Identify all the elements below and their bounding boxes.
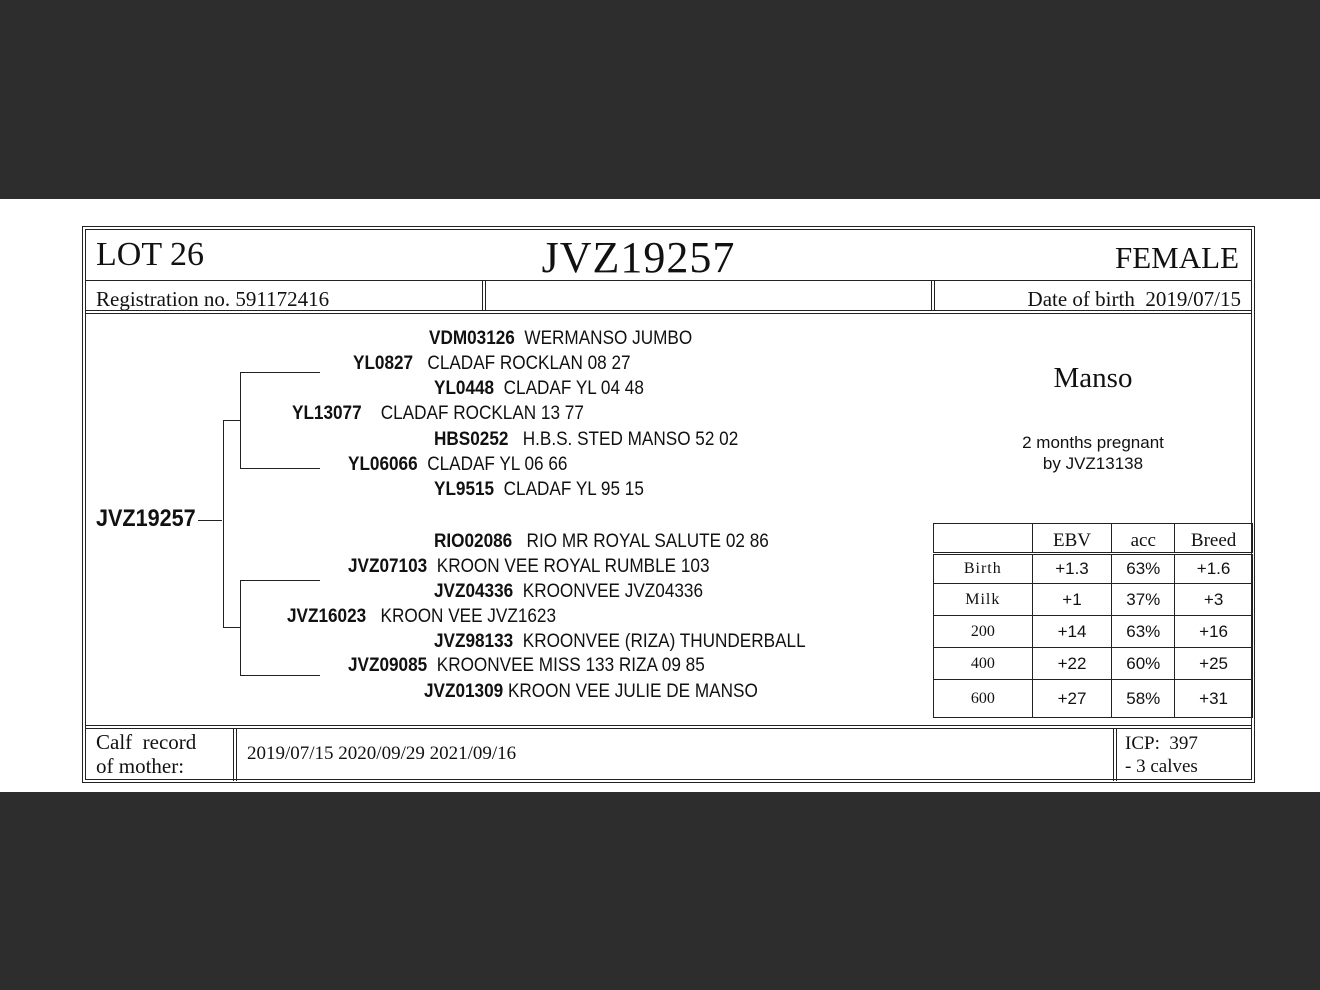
registration-number: 591172416 (235, 287, 330, 311)
tree-sire-dam-line (240, 468, 320, 469)
ebv-breed: +31 (1175, 680, 1253, 718)
tree-dam-dam-line (240, 675, 320, 676)
tree-root-connector (198, 520, 222, 521)
ebv-row-milk (934, 584, 1253, 616)
ebv-trait: Milk (934, 584, 1033, 616)
calf-divider-2 (1113, 728, 1114, 781)
ebv-breed: +25 (1175, 648, 1253, 680)
reg-divider-2b (934, 280, 935, 310)
reg-divider-2 (931, 280, 932, 310)
ebv-row-200 (934, 616, 1253, 648)
pregnancy-line-1: 2 months pregnant (1022, 433, 1164, 452)
pedigree-dam-sire: JVZ07103 KROON VEE ROYAL RUMBLE 103 (348, 555, 710, 577)
ebv-acc: 58% (1112, 680, 1175, 718)
registration-field (96, 287, 329, 312)
ebv-value: +22 (1032, 648, 1112, 680)
ebv-breed: +3 (1175, 584, 1253, 616)
ebv-header-breed: Breed (1175, 524, 1253, 554)
tree-root-vertical (223, 420, 224, 627)
ebv-table (933, 523, 1253, 718)
pregnancy-line-2: by JVZ13138 (1042, 454, 1144, 473)
ebv-value: +14 (1032, 616, 1112, 648)
calf-record-label: Calf record of mother: (96, 730, 197, 778)
animal-id-title (86, 232, 1251, 283)
dob-label: Date of birth (1027, 287, 1135, 311)
ebv-value: +1.3 (1032, 554, 1112, 584)
lot-card (82, 226, 1255, 783)
animal-id-text: JVZ19257 (541, 233, 736, 282)
tree-sire-stub (223, 420, 240, 421)
tree-dam-sire-line (240, 580, 320, 581)
ebv-acc: 63% (1112, 554, 1175, 584)
pedigree-sire-sire: YL0827 CLADAF ROCKLAN 08 27 (353, 352, 631, 374)
sex-label: FEMALE (1115, 240, 1239, 275)
lot-number: LOT 26 (96, 236, 204, 273)
ebv-trait: Birth (934, 554, 1033, 584)
registration-label: Registration no. (96, 287, 231, 311)
pedigree-sire-dam: YL06066 CLADAF YL 06 66 (348, 453, 568, 475)
calf-divider-2b (1116, 728, 1117, 781)
pedigree-sire-sire-dam: YL0448 CLADAF YL 04 48 (434, 377, 644, 399)
ebv-trait: 200 (934, 616, 1033, 648)
pedigree-animal: JVZ19257 (96, 505, 196, 532)
pedigree-dam-dam-dam: JVZ01309 KROON VEE JULIE DE MANSO (424, 680, 758, 702)
pedigree-sire-dam-sire: HBS0252 H.B.S. STED MANSO 52 02 (434, 428, 739, 450)
ebv-acc: 60% (1112, 648, 1175, 680)
calf-divider-top-b (86, 728, 1251, 729)
calf-divider-1 (233, 728, 234, 781)
ebv-breed: +1.6 (1175, 554, 1253, 584)
calf-record-dates: 2019/07/15 2020/09/29 2021/09/16 (247, 743, 517, 764)
reg-divider-bottom (86, 310, 1251, 311)
ebv-trait: 400 (934, 648, 1033, 680)
ebv-row-birth (934, 554, 1253, 584)
reg-divider-1b (485, 280, 486, 310)
lot-card-inner (85, 229, 1252, 780)
header-divider (86, 280, 1251, 281)
reg-divider-1 (482, 280, 483, 310)
ebv-header-ebv: EBV (1032, 524, 1112, 554)
pedigree-dam-dam: JVZ09085 KROONVEE MISS 133 RIZA 09 85 (348, 654, 705, 676)
ebv-header-acc: acc (1112, 524, 1175, 554)
pedigree-dam-sire-dam: JVZ04336 KROONVEE JVZ04336 (434, 580, 704, 602)
reg-divider-bottom-b (86, 313, 1251, 314)
pedigree-dam-dam-sire: JVZ98133 KROONVEE (RIZA) THUNDERBALL (434, 630, 806, 652)
tree-dam-vertical (240, 580, 241, 675)
ebv-trait: 600 (934, 680, 1033, 718)
ebv-row-400 (934, 648, 1253, 680)
date-of-birth (1028, 287, 1241, 312)
pedigree-sire-sire-sire: VDM03126 WERMANSO JUMBO (429, 327, 693, 349)
pedigree-dam-sire-sire: RIO02086 RIO MR ROYAL SALUTE 02 86 (434, 530, 769, 552)
ebv-value: +1 (1032, 584, 1112, 616)
ebv-header-empty (934, 524, 1033, 554)
sale-sheet (0, 199, 1320, 792)
calf-divider-1b (236, 728, 237, 781)
dob-value: 2019/07/15 (1145, 287, 1241, 311)
ebv-header-row (934, 524, 1253, 554)
ebv-value: +27 (1032, 680, 1112, 718)
ebv-acc: 63% (1112, 616, 1175, 648)
breed-name: Manso (1053, 362, 1133, 394)
ebv-row-600 (934, 680, 1253, 718)
tree-sire-vertical (240, 372, 241, 468)
tree-sire-sire-line (240, 372, 320, 373)
ebv-breed: +16 (1175, 616, 1253, 648)
pedigree-sire: YL13077 CLADAF ROCKLAN 13 77 (292, 402, 584, 424)
ebv-acc: 37% (1112, 584, 1175, 616)
pedigree-sire-dam-dam: YL9515 CLADAF YL 95 15 (434, 478, 644, 500)
tree-dam-stub (223, 627, 240, 628)
pedigree-dam: JVZ16023 KROON VEE JVZ1623 (287, 605, 557, 627)
calf-divider-top (86, 725, 1251, 726)
icp-info: ICP: 397 - 3 calves (1125, 733, 1198, 777)
